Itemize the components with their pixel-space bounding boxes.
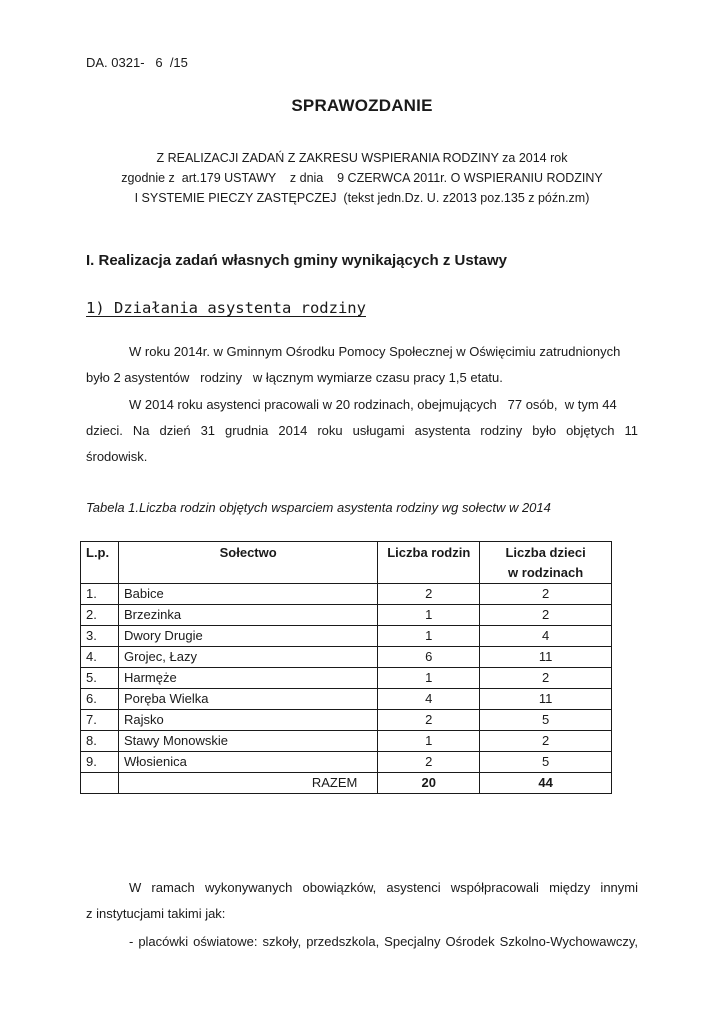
- cell-solectwo: Stawy Monowskie: [118, 731, 377, 752]
- table-row: [81, 689, 612, 710]
- cell-solectwo: Dwory Drugie: [118, 626, 377, 647]
- paragraph-families: [86, 392, 638, 470]
- paragraph-staff: [86, 339, 638, 391]
- paragraph-line: W roku 2014r. w Gminnym Ośrodku Pomocy Społecznej w Oświęcimiu zatrudnionych: [129, 344, 621, 359]
- cell-dzieci: 5: [480, 752, 612, 773]
- cell-rodzin: 1: [378, 731, 480, 752]
- cell-lp: 9.: [81, 752, 119, 773]
- cell-rodzin: 1: [378, 668, 480, 689]
- total-label: RAZEM: [118, 773, 377, 794]
- table-row: [81, 626, 612, 647]
- cell-rodzin: 1: [378, 605, 480, 626]
- header-solectwo: Sołectwo: [118, 542, 377, 584]
- table-row: [81, 752, 612, 773]
- table-row: [81, 605, 612, 626]
- cell-dzieci: 4: [480, 626, 612, 647]
- cell-rodzin: 1: [378, 626, 480, 647]
- table-row: [81, 710, 612, 731]
- table-caption: Tabela 1.Liczba rodzin objętych wsparciem asystenta rodziny wg sołectw w 2014: [86, 500, 551, 515]
- paragraph-line: - placówki oświatowe: szkoły, przedszkola, Specjalny Ośrodek Szkolno-Wychowawczy,: [129, 934, 638, 949]
- cell-dzieci: 11: [480, 689, 612, 710]
- subtitle-line: Z REALIZACJI ZADAŃ Z ZAKRESU WSPIERANIA RODZINY za 2014 rok: [156, 151, 568, 165]
- cell-rodzin: 2: [378, 710, 480, 731]
- cell-dzieci: 11: [480, 647, 612, 668]
- total-dzieci: 44: [480, 773, 612, 794]
- section-heading: I. Realizacja zadań własnych gminy wynikających z Ustawy: [86, 252, 508, 269]
- document-reference: DA. 0321- 6 /15: [86, 55, 188, 70]
- header-lp: L.p.: [81, 542, 119, 584]
- cell-dzieci: 2: [480, 584, 612, 605]
- cell-solectwo: Włosienica: [118, 752, 377, 773]
- cell-dzieci: 2: [480, 605, 612, 626]
- header-line: Liczba dzieci: [505, 545, 586, 560]
- paragraph-cooperation: [86, 875, 638, 927]
- cell-solectwo: Babice: [118, 584, 377, 605]
- cell-solectwo: Grojec, Łazy: [118, 647, 377, 668]
- cell-lp: 3.: [81, 626, 119, 647]
- cell-rodzin: 2: [378, 752, 480, 773]
- cell-rodzin: 4: [378, 689, 480, 710]
- cell-dzieci: 2: [480, 731, 612, 752]
- document-subtitle: [0, 148, 724, 208]
- cell-lp: 4.: [81, 647, 119, 668]
- header-liczba-rodzin: Liczba rodzin: [378, 542, 480, 584]
- header-line: w rodzinach: [508, 565, 584, 580]
- paragraph-institutions: [86, 929, 638, 955]
- paragraph-line: W 2014 roku asystenci pracowali w 20 rodzinach, obejmujących 77 osób, w tym 44: [129, 397, 617, 412]
- cell-solectwo: Brzezinka: [118, 605, 377, 626]
- paragraph-line: W ramach wykonywanych obowiązków, asystenci współpracowali między innymi: [129, 880, 638, 895]
- paragraph-line: środowisk.: [86, 449, 148, 464]
- paragraph-line: dzieci. Na dzień 31 grudnia 2014 roku usługami asystenta rodziny było objętych 11: [86, 423, 638, 438]
- cell-dzieci: 5: [480, 710, 612, 731]
- subtitle-line: zgodnie z art.179 USTAWY z dnia 9 CZERWCA 2011r. O WSPIERANIU RODZINY: [121, 171, 603, 185]
- cell-solectwo: Rajsko: [118, 710, 377, 731]
- table-header-row: [81, 542, 612, 584]
- cell-solectwo: Harmęże: [118, 668, 377, 689]
- table-row: [81, 647, 612, 668]
- cell-lp: 5.: [81, 668, 119, 689]
- cell-lp: 8.: [81, 731, 119, 752]
- table-row: [81, 584, 612, 605]
- cell-dzieci: 2: [480, 668, 612, 689]
- cell-rodzin: 6: [378, 647, 480, 668]
- total-rodzin: 20: [378, 773, 480, 794]
- families-table: [80, 541, 612, 794]
- cell-lp: 1.: [81, 584, 119, 605]
- cell-lp: 2.: [81, 605, 119, 626]
- subtitle-line: I SYSTEMIE PIECZY ZASTĘPCZEJ (tekst jedn.Dz. U. z2013 poz.135 z późn.zm): [134, 191, 590, 205]
- paragraph-line: z instytucjami takimi jak:: [86, 906, 226, 921]
- subsection-heading: 1) Działania asystenta rodziny: [86, 299, 366, 317]
- cell-empty: [81, 773, 119, 794]
- document-title: SPRAWOZDANIE: [291, 96, 433, 115]
- cell-lp: 7.: [81, 710, 119, 731]
- cell-rodzin: 2: [378, 584, 480, 605]
- table-row: [81, 668, 612, 689]
- cell-lp: 6.: [81, 689, 119, 710]
- table-row: [81, 731, 612, 752]
- paragraph-line: było 2 asystentów rodziny w łącznym wymiarze czasu pracy 1,5 etatu.: [86, 370, 503, 385]
- table-total-row: [81, 773, 612, 794]
- cell-solectwo: Poręba Wielka: [118, 689, 377, 710]
- header-liczba-dzieci: [480, 542, 612, 584]
